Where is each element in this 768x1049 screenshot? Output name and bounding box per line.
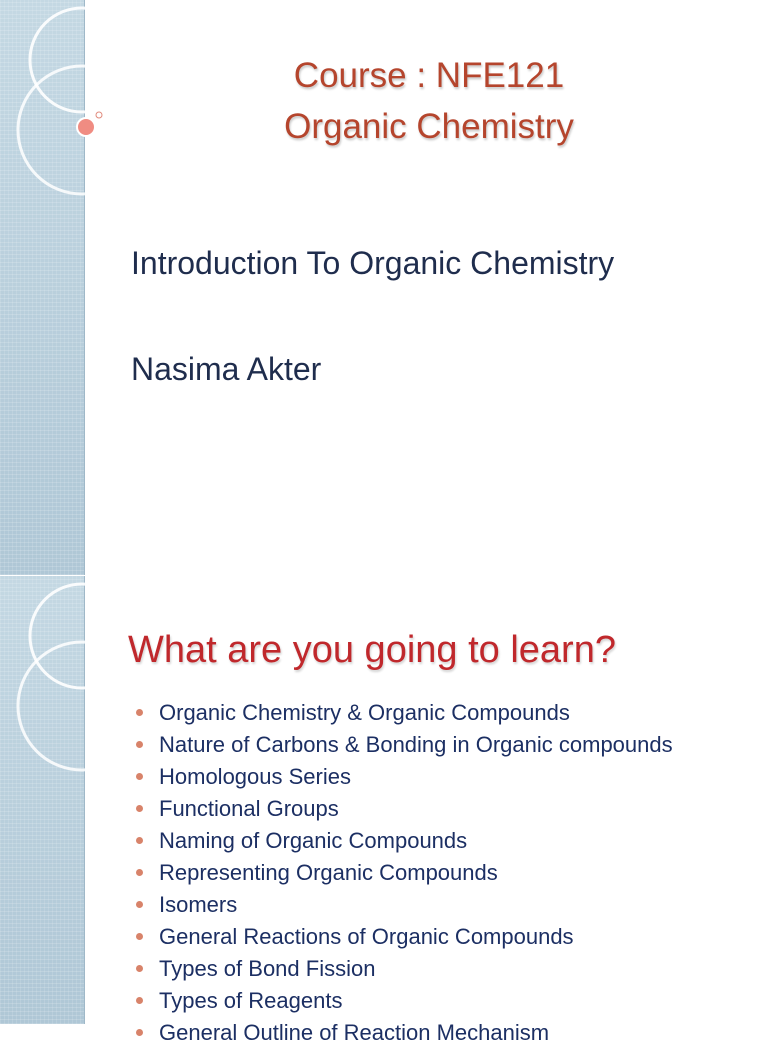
- list-item: [136, 825, 673, 857]
- author-name: Nasima Akter: [131, 351, 322, 387]
- course-name-title: Organic Chemistry: [284, 107, 574, 146]
- bullet-icon: [136, 901, 143, 908]
- list-item: [136, 921, 673, 953]
- list-item: [136, 889, 673, 921]
- list-item: [136, 729, 673, 761]
- bullet-icon: [136, 965, 143, 972]
- list-item-label: Naming of Organic Compounds: [159, 828, 468, 853]
- course-code-title: Course : NFE121: [293, 56, 565, 95]
- topics-list: [136, 697, 673, 1049]
- bullet-icon: [136, 869, 143, 876]
- list-item-label: Types of Bond Fission: [159, 956, 376, 981]
- list-item: [136, 697, 673, 729]
- bullet-icon: [136, 837, 143, 844]
- list-item: [136, 953, 673, 985]
- list-item-label: Homologous Series: [159, 764, 351, 789]
- bullet-icon: [136, 805, 143, 812]
- bullet-icon: [136, 933, 143, 940]
- list-item: [136, 857, 673, 889]
- list-item-label: General Reactions of Organic Compounds: [159, 924, 574, 949]
- list-item: [136, 761, 673, 793]
- decorative-rings-icon: [0, 576, 130, 816]
- list-item-label: Isomers: [159, 892, 238, 917]
- list-item-label: Functional Groups: [159, 796, 339, 821]
- list-item-label: General Outline of Reaction Mechanism: [159, 1020, 550, 1045]
- list-item-label: Organic Chemistry & Organic Compounds: [159, 700, 570, 725]
- bullet-icon: [136, 997, 143, 1004]
- bullet-icon: [136, 709, 143, 716]
- list-item-label: Nature of Carbons & Bonding in Organic compounds: [159, 732, 673, 757]
- list-item-label: Types of Reagents: [159, 988, 343, 1013]
- bullet-icon: [136, 741, 143, 748]
- list-item: [136, 985, 673, 1017]
- list-item: [136, 1017, 673, 1049]
- bullet-icon: [136, 773, 143, 780]
- outline-heading: What are you going to learn?: [128, 629, 616, 671]
- bullet-icon: [136, 1029, 143, 1036]
- list-item-label: Representing Organic Compounds: [159, 860, 498, 885]
- list-item: [136, 793, 673, 825]
- outline-slide: [0, 576, 768, 1045]
- topic-subtitle: Introduction To Organic Chemistry: [131, 245, 615, 281]
